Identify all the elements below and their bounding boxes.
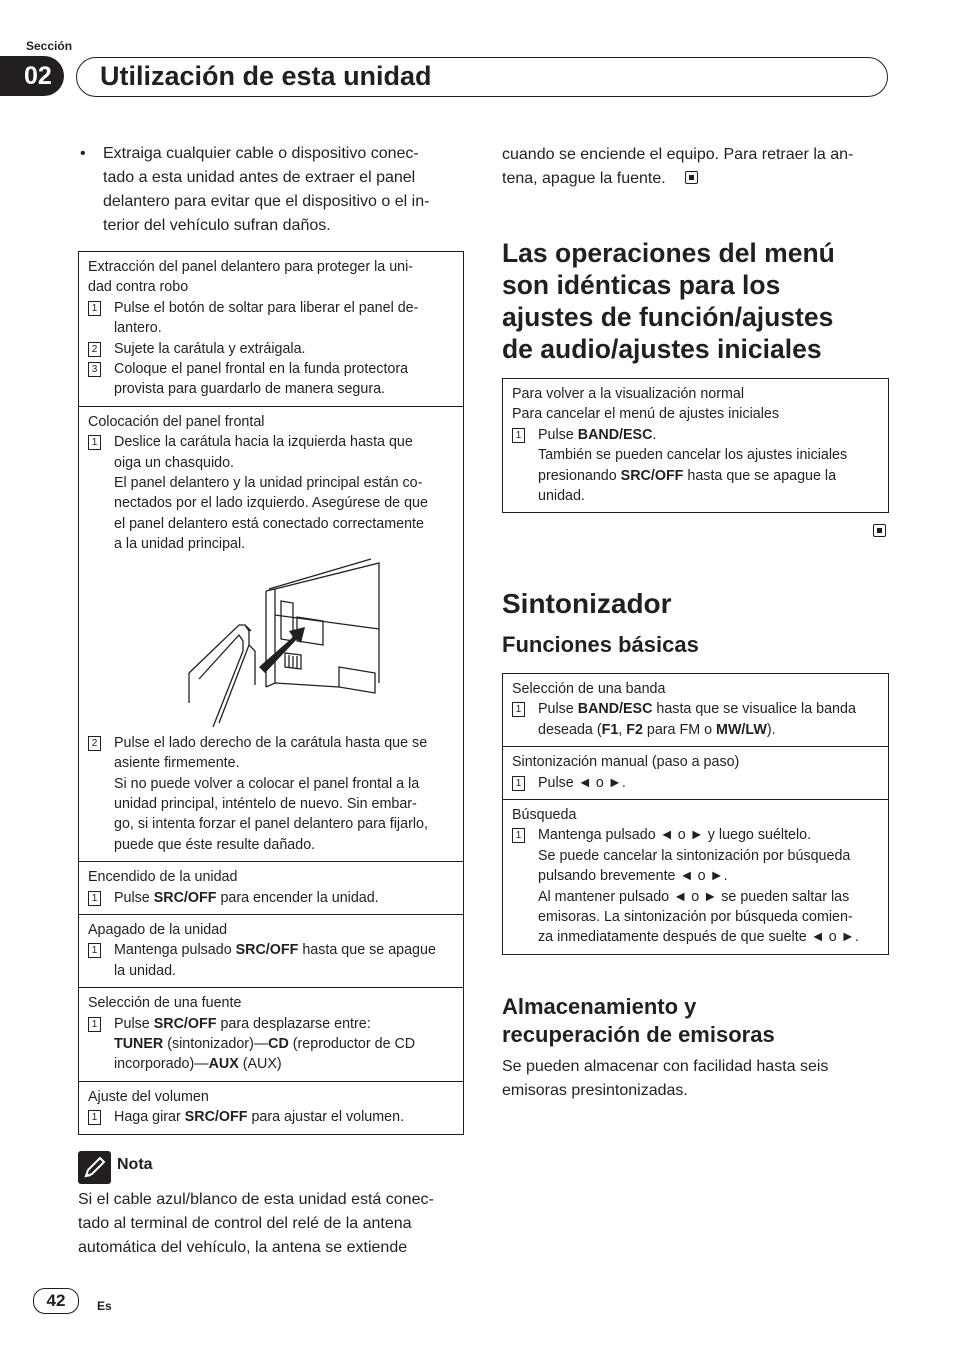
- step-text: ).: [766, 721, 776, 738]
- key-name: BAND/ESC: [577, 426, 653, 443]
- step-text: Pulse: [538, 426, 578, 443]
- heading-line: Almacenamiento y: [502, 994, 697, 1019]
- row-title: Búsqueda: [512, 807, 577, 824]
- language-code: Es: [97, 1299, 112, 1313]
- row-title: Colocación del panel frontal: [88, 413, 265, 430]
- step-text: para ajustar el volumen.: [247, 1109, 405, 1126]
- step-text: za inmediatamente después de que suelte ◄ o ►.: [538, 929, 859, 946]
- step-text: el panel delantero está conectado correctamente: [114, 515, 424, 532]
- store-paragraph: [502, 1055, 902, 1103]
- step-number: 2: [88, 342, 101, 357]
- step-text: También se pueden cancelar los ajustes iniciales: [538, 447, 848, 464]
- text-line: Si el cable azul/blanco de esta unidad está conec-: [78, 1191, 434, 1208]
- source-name: AUX: [208, 1056, 239, 1073]
- tuner-table: [502, 673, 889, 955]
- step-text: oiga un chasquido.: [114, 454, 235, 471]
- menu-heading: [502, 237, 902, 365]
- step-item: [512, 825, 880, 947]
- table-row-remove-panel: [79, 252, 463, 406]
- step-text: deseada (: [538, 721, 602, 738]
- note-paragraph: [78, 1188, 468, 1260]
- step-text: Deslice la carátula hacia la izquierda hasta que: [114, 434, 413, 451]
- step-text: (sintonizador)—: [163, 1035, 269, 1052]
- text-line: emisoras presintonizadas.: [502, 1082, 688, 1099]
- step-text: presionando: [538, 467, 621, 484]
- step-text: Pulse el botón de soltar para liberar el panel de-: [114, 299, 419, 316]
- row-title: Ajuste del volumen: [88, 1088, 209, 1105]
- bullet-marker: •: [80, 145, 86, 162]
- band-name: F1: [601, 721, 619, 738]
- note-label: Nota: [117, 1156, 153, 1173]
- continued-paragraph: [502, 143, 892, 191]
- text-line: tado a esta unidad antes de extraer el panel: [103, 169, 416, 186]
- faceplate-diagram-icon: [79, 555, 463, 733]
- heading-line: ajustes de función/ajustes: [502, 302, 834, 332]
- step-number: 1: [88, 1110, 101, 1125]
- key-name: SRC/OFF: [153, 1015, 217, 1032]
- step-text: incorporado)—: [114, 1056, 209, 1073]
- basic-functions-heading: Funciones básicas: [502, 632, 699, 657]
- step-text: Sujete la carátula y extráigala.: [114, 340, 306, 357]
- table-row-volume: [79, 1081, 463, 1134]
- key-name: SRC/OFF: [620, 467, 684, 484]
- step-text: Pulse: [114, 889, 154, 906]
- row-title: Apagado de la unidad: [88, 921, 228, 938]
- step-item: [88, 1014, 455, 1075]
- source-name: TUNER: [114, 1035, 164, 1052]
- step-number: 1: [88, 1017, 101, 1032]
- step-text: emisoras. La sintonización por búsqueda comien-: [538, 909, 853, 926]
- step-text: para desplazarse entre:: [216, 1015, 371, 1032]
- step-text: Al mantener pulsado ◄ o ► se pueden saltar las: [538, 888, 850, 905]
- text-line: tado al terminal de control del relé de la antena: [78, 1215, 412, 1232]
- step-text: Pulse el lado derecho de la carátula hasta que se: [114, 734, 428, 751]
- step-number: 1: [512, 828, 525, 843]
- step-number: 1: [88, 943, 101, 958]
- table-row-manual-tuning: [503, 746, 888, 799]
- step-number: 2: [88, 736, 101, 751]
- step-text: a la unidad principal.: [114, 536, 246, 553]
- row-title: Sintonización manual (paso a paso): [512, 754, 740, 771]
- step-text: .: [652, 426, 657, 443]
- key-name: SRC/OFF: [184, 1109, 248, 1126]
- step-text: lantero.: [114, 320, 162, 337]
- table-row-band-select: [503, 674, 888, 746]
- end-mark-icon: [873, 524, 886, 537]
- row-title: Selección de una fuente: [88, 995, 242, 1012]
- step-item: [512, 699, 880, 740]
- step-text: para FM o: [642, 721, 717, 738]
- step-text: unidad principal, inténtelo de nuevo. Sin embar-: [114, 795, 417, 812]
- table-row-menu-cancel: [503, 379, 888, 512]
- text-line: tena, apague la fuente.: [502, 170, 666, 187]
- row-title: Para volver a la visualización normal: [512, 386, 745, 402]
- step-text: Mantenga pulsado: [114, 942, 236, 959]
- procedure-table: [78, 251, 464, 1135]
- step-number: 1: [88, 301, 101, 316]
- step-text: hasta que se apague: [298, 942, 436, 959]
- step-text: Si no puede volver a colocar el panel frontal a la: [114, 775, 420, 792]
- step-number: 1: [88, 435, 101, 450]
- text-line: automática del vehículo, la antena se extiende: [78, 1239, 408, 1256]
- step-number: 3: [88, 362, 101, 377]
- step-text: hasta que se apague la: [683, 467, 837, 484]
- step-text: asiente firmemente.: [114, 755, 240, 772]
- menu-table: [502, 378, 889, 513]
- row-title: Selección de una banda: [512, 681, 666, 697]
- heading-line: Las operaciones del menú: [502, 238, 835, 268]
- step-text: pulsando brevemente ◄ o ►.: [538, 868, 728, 885]
- tuner-heading: Sintonizador: [502, 588, 672, 619]
- step-number: 1: [512, 776, 525, 791]
- key-name: SRC/OFF: [153, 889, 217, 906]
- key-name: BAND/ESC: [577, 701, 653, 718]
- step-text: Coloque el panel frontal en la funda protectora: [114, 361, 409, 378]
- step-text: Mantenga pulsado ◄ o ► y luego suéltelo.: [538, 827, 812, 844]
- step-item: [88, 339, 455, 359]
- table-row-power-off: [79, 914, 463, 987]
- step-item: [512, 773, 880, 793]
- step-item: [88, 733, 455, 855]
- step-text: Pulse: [538, 701, 578, 718]
- step-text: nectados por el lado izquierdo. Asegúrese de que: [114, 495, 428, 512]
- text-line: Extraiga cualquier cable o dispositivo conec-: [103, 145, 419, 162]
- page-number: 42: [33, 1288, 79, 1314]
- step-text: ,: [618, 721, 627, 738]
- page-title: Utilización de esta unidad: [100, 61, 432, 91]
- table-row-seek: [503, 799, 888, 954]
- step-text: Se puede cancelar la sintonización por búsqueda: [538, 847, 851, 864]
- step-text: Haga girar: [114, 1109, 185, 1126]
- band-name: F2: [626, 721, 643, 738]
- step-text: El panel delantero y la unidad principal están co-: [114, 475, 423, 492]
- step-text: Pulse: [114, 1015, 154, 1032]
- step-item: [512, 425, 880, 507]
- row-title: Para cancelar el menú de ajustes iniciales: [512, 406, 780, 423]
- band-name: MW/LW: [716, 721, 767, 738]
- end-mark-icon: [685, 171, 698, 184]
- row-title: Encendido de la unidad: [88, 869, 238, 886]
- step-number: 1: [512, 702, 525, 717]
- step-text: Pulse ◄ o ►.: [538, 774, 626, 791]
- step-item: [88, 1107, 455, 1127]
- key-name: SRC/OFF: [235, 942, 299, 959]
- heading-line: de audio/ajustes iniciales: [502, 334, 822, 364]
- step-item: [88, 298, 455, 339]
- text-line: Se pueden almacenar con facilidad hasta seis: [502, 1058, 829, 1075]
- heading-line: son idénticas para los: [502, 270, 781, 300]
- step-text: (reproductor de CD: [288, 1035, 416, 1052]
- source-name: CD: [268, 1035, 289, 1052]
- step-text: la unidad.: [114, 962, 177, 979]
- table-row-power-on: [79, 861, 463, 914]
- table-row-source-select: [79, 987, 463, 1081]
- step-number: 1: [512, 428, 525, 443]
- section-label: Sección: [26, 39, 73, 53]
- step-number: 1: [88, 891, 101, 906]
- step-item: [88, 940, 455, 981]
- section-number-badge: 02: [0, 56, 64, 96]
- step-text: provista para guardarlo de manera segura.: [114, 381, 386, 398]
- step-item: [88, 359, 455, 400]
- row-title: Extracción del panel delantero para proteger la uni-: [88, 259, 414, 275]
- step-item: [88, 888, 455, 908]
- row-title: dad contra robo: [88, 279, 189, 296]
- note-icon: [78, 1151, 111, 1184]
- text-line: delantero para evitar que el dispositivo o el in-: [103, 193, 430, 210]
- step-text: hasta que se visualice la banda: [652, 701, 856, 718]
- step-text: puede que éste resulte dañado.: [114, 836, 316, 853]
- text-line: terior del vehículo sufran daños.: [103, 217, 331, 234]
- step-text: go, si intenta forzar el panel delantero para fijarlo,: [114, 816, 428, 833]
- table-row-attach-panel: [79, 406, 463, 861]
- store-heading: [502, 993, 775, 1049]
- panel-illustration: [88, 555, 455, 733]
- step-text: unidad.: [538, 488, 585, 505]
- bullet-paragraph: [103, 142, 463, 238]
- step-text: (AUX): [238, 1056, 282, 1073]
- step-text: para encender la unidad.: [216, 889, 379, 906]
- text-line: cuando se enciende el equipo. Para retraer la an-: [502, 146, 854, 163]
- heading-line: recuperación de emisoras: [502, 1022, 775, 1047]
- step-item: [88, 432, 455, 554]
